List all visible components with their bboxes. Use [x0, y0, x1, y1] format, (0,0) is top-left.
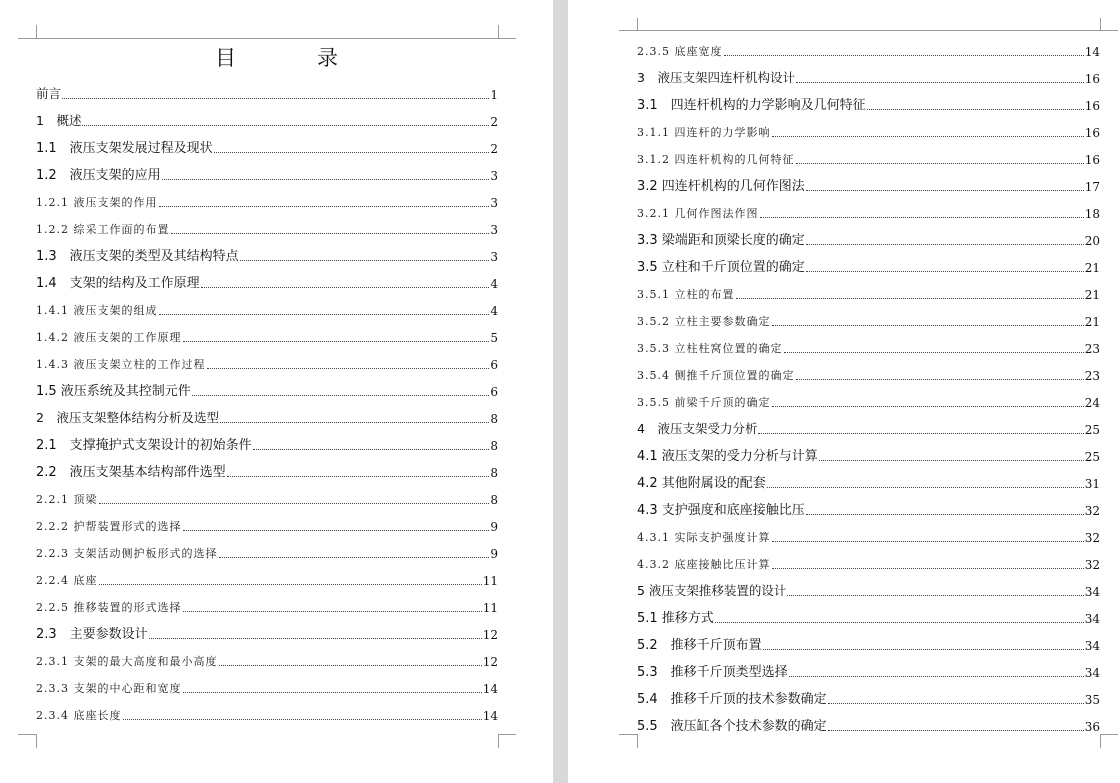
- toc-leader-dots: [162, 179, 490, 180]
- crop-mark: [18, 38, 36, 39]
- toc-entry-page: 8: [490, 466, 498, 480]
- toc-leader-dots: [724, 55, 1084, 56]
- toc-entry[interactable]: [637, 631, 1100, 658]
- toc-entry-page: 11: [482, 601, 498, 615]
- toc-leader-dots: [149, 638, 482, 639]
- toc-entry[interactable]: [637, 712, 1100, 739]
- toc-entry-page: 23: [1084, 369, 1100, 383]
- toc-entry-title: 2.1 支撑掩护式支架设计的初始条件: [36, 438, 252, 453]
- toc-leader-dots: [767, 487, 1084, 488]
- toc-entry-title: 2.2.5 推移装置的形式选择: [36, 601, 182, 614]
- toc-entry-title: 3.5.3 立柱柱窝位置的确定: [637, 342, 783, 355]
- toc-leader-dots: [758, 433, 1083, 434]
- toc-entry[interactable]: [637, 91, 1100, 118]
- toc-entry-title: 前言: [36, 86, 62, 101]
- toc-entry-page: 2: [490, 142, 498, 156]
- toc-entry-page: 16: [1084, 72, 1100, 86]
- toc-leader-dots: [99, 503, 490, 504]
- toc-entry[interactable]: [637, 550, 1100, 577]
- crop-mark: [36, 734, 37, 748]
- toc-entry[interactable]: [36, 134, 498, 161]
- toc-entry-title: 1.5 液压系统及其控制元件: [36, 384, 191, 399]
- toc-entry-page: 34: [1084, 585, 1100, 599]
- toc-entry-page: 17: [1084, 180, 1100, 194]
- toc-leader-dots: [772, 325, 1084, 326]
- toc-entry-page: 23: [1084, 342, 1100, 356]
- toc-entry[interactable]: [36, 161, 498, 188]
- toc-leader-dots: [62, 98, 489, 99]
- toc-entry-title: 3.5.5 前梁千斤顶的确定: [637, 396, 771, 409]
- toc-entry[interactable]: [637, 496, 1100, 523]
- toc-entry-page: 16: [1084, 153, 1100, 167]
- toc-entry-page: 3: [490, 196, 498, 210]
- toc-entry-title: 1.4 支架的结构及工作原理: [36, 276, 200, 291]
- toc-entry-title: 2.2.2 护帮装置形式的选择: [36, 520, 182, 533]
- toc-entry-title: 3.5.2 立柱主要参数确定: [637, 315, 771, 328]
- toc-entry-page: 24: [1084, 396, 1100, 410]
- toc-entry-page: 32: [1084, 531, 1100, 545]
- toc-entry[interactable]: [36, 431, 498, 458]
- toc-entry-title: 5.1 推移方式: [637, 611, 714, 626]
- toc-entry-title: 1.4.3 液压支架立柱的工作过程: [36, 358, 206, 371]
- toc-entry-page: 9: [490, 547, 498, 561]
- crop-mark: [18, 734, 36, 735]
- toc-entry[interactable]: [637, 199, 1100, 226]
- toc-entry-title: 5 液压支架推移装置的设计: [637, 583, 787, 598]
- toc-entry-title: 1.2.1 液压支架的作用: [36, 196, 158, 209]
- toc-entry-page: 32: [1084, 504, 1100, 518]
- toc-entry[interactable]: [637, 361, 1100, 388]
- toc-entry-page: 16: [1084, 126, 1100, 140]
- toc-leader-dots: [806, 514, 1084, 515]
- toc-entry[interactable]: [36, 323, 498, 350]
- toc-leader-dots: [867, 109, 1084, 110]
- crop-mark: [498, 25, 499, 38]
- toc-entry[interactable]: [36, 539, 498, 566]
- toc-entry-page: 5: [490, 331, 498, 345]
- toc-leader-dots: [796, 82, 1084, 83]
- toc-entry-title: 1.1 液压支架发展过程及现状: [36, 141, 213, 156]
- header-rule: [36, 38, 498, 39]
- toc-leader-dots: [201, 287, 490, 288]
- toc-entry-page: 12: [482, 655, 498, 669]
- toc-entry[interactable]: [36, 458, 498, 485]
- toc-entry-page: 25: [1084, 450, 1100, 464]
- toc-entry-page: 4: [490, 277, 498, 291]
- toc-entry-title: 4.3.1 实际支护强度计算: [637, 531, 771, 544]
- toc-entry-title: 5.5 液压缸各个技术参数的确定: [637, 719, 827, 734]
- toc-entry-title: 4.3 支护强度和底座接触比压: [637, 503, 805, 518]
- toc-entry[interactable]: [637, 37, 1100, 64]
- toc-leader-dots: [760, 217, 1084, 218]
- toc-entry-title: 2.3.3 支架的中心距和宽度: [36, 682, 182, 695]
- toc-entry-page: 34: [1084, 639, 1100, 653]
- crop-mark: [1100, 30, 1118, 31]
- toc-entry[interactable]: [36, 107, 498, 134]
- toc-leader-dots: [123, 719, 482, 720]
- toc-entry[interactable]: [637, 658, 1100, 685]
- toc-entry-page: 3: [490, 223, 498, 237]
- toc-entry-page: 36: [1084, 720, 1100, 734]
- toc-entry-page: 31: [1084, 477, 1100, 491]
- toc-entry[interactable]: [36, 188, 498, 215]
- toc-entry-title: 3.5.1 立柱的布置: [637, 288, 735, 301]
- toc-leader-dots: [806, 190, 1084, 191]
- toc-entry-title: 2.2.1 顶梁: [36, 493, 98, 506]
- crop-mark: [619, 734, 637, 735]
- toc-entry-title: 1.2 液压支架的应用: [36, 168, 161, 183]
- toc-leader-dots: [183, 692, 482, 693]
- toc-entry-page: 20: [1084, 234, 1100, 248]
- toc-entry[interactable]: [36, 674, 498, 701]
- toc-entry[interactable]: [637, 64, 1100, 91]
- crop-mark: [619, 30, 637, 31]
- toc-entry-title: 1.4.2 液压支架的工作原理: [36, 331, 182, 344]
- toc-leader-dots: [219, 557, 490, 558]
- toc-entry-page: 11: [482, 574, 498, 588]
- toc-entry-page: 32: [1084, 558, 1100, 572]
- toc-entry-title: 5.2 推移千斤顶布置: [637, 638, 762, 653]
- toc-leader-dots: [736, 298, 1084, 299]
- header-rule: [637, 30, 1100, 31]
- toc-entry-page: 34: [1084, 612, 1100, 626]
- toc-leader-dots: [796, 163, 1084, 164]
- toc-leader-dots: [227, 476, 490, 477]
- toc-entry-title: 3 液压支架四连杆机构设计: [637, 70, 795, 85]
- toc-entry[interactable]: [637, 307, 1100, 334]
- toc-entry[interactable]: [637, 118, 1100, 145]
- toc-entry-page: 21: [1084, 261, 1100, 275]
- toc-entry[interactable]: [637, 685, 1100, 712]
- toc-leader-dots: [99, 584, 482, 585]
- toc-entry-title: 5.4 推移千斤顶的技术参数确定: [637, 692, 827, 707]
- toc-leader-dots: [183, 530, 490, 531]
- toc-leader-dots: [772, 541, 1084, 542]
- toc-entry-page: 2: [490, 115, 498, 129]
- toc-leader-dots: [806, 244, 1084, 245]
- toc-entry-title: 3.5.4 侧推千斤顶位置的确定: [637, 369, 795, 382]
- toc-leader-dots: [214, 152, 490, 153]
- crop-mark: [1100, 734, 1101, 748]
- toc-entry[interactable]: [36, 377, 498, 404]
- toc-entry[interactable]: [36, 296, 498, 323]
- toc-entry[interactable]: [637, 280, 1100, 307]
- toc-entry-page: 16: [1084, 99, 1100, 113]
- toc-entry-title: 1.3 液压支架的类型及其结构特点: [36, 249, 239, 264]
- toc-entry[interactable]: [36, 350, 498, 377]
- toc-entry[interactable]: [637, 523, 1100, 550]
- toc-entry-title: 4.3.2 底座接触比压计算: [637, 558, 771, 571]
- toc-entry-page: 3: [490, 250, 498, 264]
- toc-entry[interactable]: [637, 226, 1100, 253]
- toc-entry-page: 4: [490, 304, 498, 318]
- toc-list-left: [36, 80, 498, 728]
- toc-entry[interactable]: [36, 269, 498, 296]
- toc-entry-page: 3: [490, 169, 498, 183]
- toc-leader-dots: [763, 649, 1084, 650]
- toc-entry[interactable]: [637, 253, 1100, 280]
- toc-entry-title: 4.2 其他附属设的配套: [637, 476, 766, 491]
- toc-leader-dots: [253, 449, 490, 450]
- toc-entry[interactable]: [36, 80, 498, 107]
- toc-leader-dots: [219, 665, 482, 666]
- toc-leader-dots: [806, 271, 1084, 272]
- toc-leader-dots: [207, 368, 490, 369]
- toc-leader-dots: [772, 568, 1084, 569]
- toc-leader-dots: [828, 730, 1084, 731]
- page-gutter: [553, 0, 568, 783]
- crop-mark: [637, 18, 638, 30]
- toc-entry-title: 3.2.1 几何作图法作图: [637, 207, 759, 220]
- toc-entry-title: 1.4.1 液压支架的组成: [36, 304, 158, 317]
- toc-leader-dots: [171, 233, 490, 234]
- toc-leader-dots: [183, 341, 490, 342]
- toc-entry-page: 14: [482, 709, 498, 723]
- toc-entry-page: 6: [490, 358, 498, 372]
- toc-entry[interactable]: [36, 242, 498, 269]
- toc-entry[interactable]: [637, 577, 1100, 604]
- toc-leader-dots: [784, 352, 1084, 353]
- toc-entry-title: 4.1 液压支架的受力分析与计算: [637, 449, 818, 464]
- toc-entry[interactable]: [36, 512, 498, 539]
- toc-entry-title: 3.1 四连杆机构的力学影响及几何特征: [637, 98, 866, 113]
- toc-entry[interactable]: [36, 701, 498, 728]
- toc-entry-title: 2.2.4 底座: [36, 574, 98, 587]
- toc-leader-dots: [772, 406, 1084, 407]
- toc-entry-page: 35: [1084, 693, 1100, 707]
- toc-entry-title: 4 液压支架受力分析: [637, 421, 758, 436]
- toc-leader-dots: [787, 595, 1083, 596]
- toc-entry[interactable]: [637, 442, 1100, 469]
- crop-mark: [1100, 734, 1118, 735]
- toc-leader-dots: [183, 611, 482, 612]
- toc-entry-page: 14: [1084, 45, 1100, 59]
- toc-entry-title: 2.3.5 底座宽度: [637, 45, 723, 58]
- toc-leader-dots: [159, 206, 490, 207]
- toc-entry-page: 9: [490, 520, 498, 534]
- toc-entry-title: 2.2 液压支架基本结构部件选型: [36, 465, 226, 480]
- toc-leader-dots: [772, 136, 1084, 137]
- crop-mark: [498, 734, 499, 748]
- toc-entry-page: 6: [490, 385, 498, 399]
- toc-entry-title: 3.3 梁端距和顶梁长度的确定: [637, 233, 805, 248]
- crop-mark: [1100, 18, 1101, 30]
- toc-entry-page: 34: [1084, 666, 1100, 680]
- toc-entry-title: 1.2.2 综采工作面的布置: [36, 223, 170, 236]
- toc-entry[interactable]: [36, 566, 498, 593]
- toc-leader-dots: [796, 379, 1084, 380]
- toc-list-right: [637, 37, 1100, 739]
- toc-leader-dots: [819, 460, 1084, 461]
- toc-leader-dots: [192, 395, 490, 396]
- toc-entry-title: 2.3.1 支架的最大高度和最小高度: [36, 655, 218, 668]
- toc-entry[interactable]: [637, 145, 1100, 172]
- toc-entry[interactable]: [36, 404, 498, 431]
- toc-entry-title: 1 概述: [36, 113, 82, 128]
- toc-entry-title: 5.3 推移千斤顶类型选择: [637, 665, 788, 680]
- toc-entry-page: 8: [490, 493, 498, 507]
- toc-entry[interactable]: [637, 388, 1100, 415]
- toc-entry-page: 8: [490, 412, 498, 426]
- toc-entry[interactable]: [637, 415, 1100, 442]
- toc-entry-title: 2.3 主要参数设计: [36, 627, 148, 642]
- toc-leader-dots: [828, 703, 1084, 704]
- toc-entry-title: 2.2.3 支架活动侧护板形式的选择: [36, 547, 218, 560]
- toc-entry-page: 1: [490, 88, 498, 102]
- toc-leader-dots: [240, 260, 490, 261]
- toc-entry-page: 21: [1084, 288, 1100, 302]
- toc-entry-page: 18: [1084, 207, 1100, 221]
- toc-title: 目 录: [215, 46, 368, 70]
- toc-entry[interactable]: [637, 469, 1100, 496]
- toc-entry[interactable]: [36, 593, 498, 620]
- toc-entry-page: 25: [1084, 423, 1100, 437]
- toc-entry[interactable]: [637, 334, 1100, 361]
- toc-entry-page: 14: [482, 682, 498, 696]
- toc-leader-dots: [159, 314, 490, 315]
- toc-entry-title: 2.3.4 底座长度: [36, 709, 122, 722]
- toc-leader-dots: [82, 125, 489, 126]
- toc-entry-title: 3.1.1 四连杆的力学影响: [637, 126, 771, 139]
- toc-entry[interactable]: [36, 620, 498, 647]
- toc-entry-title: 3.1.2 四连杆机构的几何特征: [637, 153, 795, 166]
- toc-entry[interactable]: [36, 485, 498, 512]
- toc-entry-page: 8: [490, 439, 498, 453]
- toc-leader-dots: [220, 422, 489, 423]
- toc-entry[interactable]: [36, 647, 498, 674]
- toc-entry[interactable]: [637, 172, 1100, 199]
- toc-entry-page: 12: [482, 628, 498, 642]
- toc-leader-dots: [715, 622, 1084, 623]
- crop-mark: [36, 25, 37, 38]
- toc-entry[interactable]: [36, 215, 498, 242]
- toc-entry-page: 21: [1084, 315, 1100, 329]
- crop-mark: [498, 734, 516, 735]
- toc-entry-title: 3.2 四连杆机构的几何作图法: [637, 179, 805, 194]
- crop-mark: [498, 38, 516, 39]
- toc-leader-dots: [789, 676, 1084, 677]
- toc-entry-title: 3.5 立柱和千斤顶位置的确定: [637, 260, 805, 275]
- toc-entry[interactable]: [637, 604, 1100, 631]
- toc-entry-title: 2 液压支架整体结构分析及选型: [36, 410, 219, 425]
